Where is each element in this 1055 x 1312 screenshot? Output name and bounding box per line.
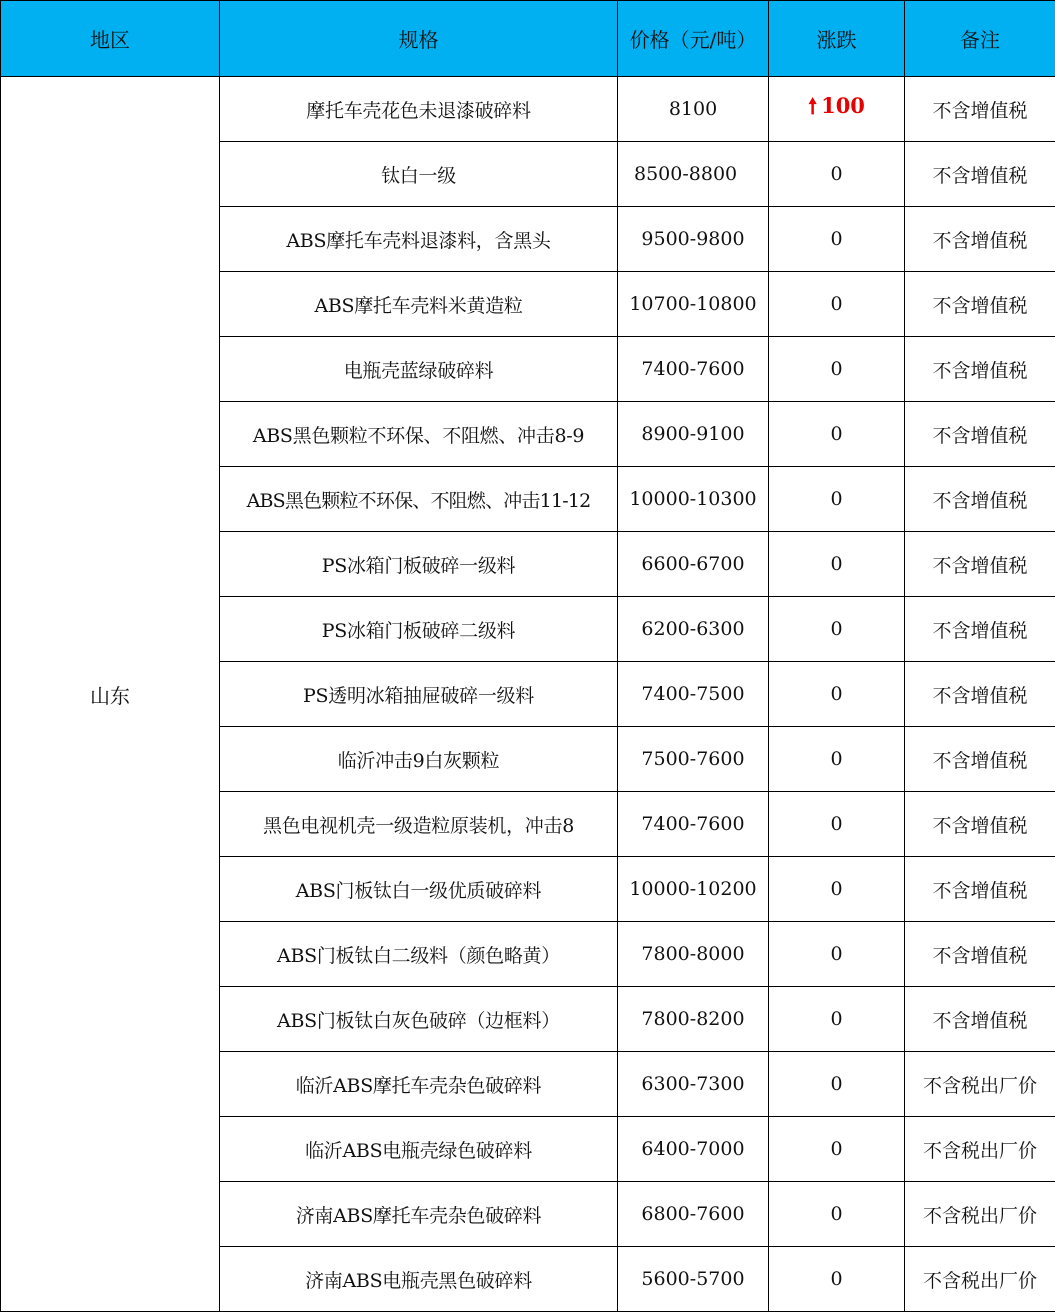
header-change: 涨跌 <box>769 1 905 77</box>
price-cell: 7400-7600 <box>618 337 769 402</box>
note-cell: 不含增值税 <box>905 207 1055 272</box>
note-cell: 不含增值税 <box>905 662 1055 727</box>
note-cell: 不含增值税 <box>905 597 1055 662</box>
change-cell: 0 <box>769 922 905 987</box>
change-cell: 0 <box>769 1247 905 1312</box>
spec-cell: 临沂冲击9白灰颗粒 <box>220 727 618 792</box>
change-cell: 0 <box>769 337 905 402</box>
change-cell: 0 <box>769 402 905 467</box>
header-spec: 规格 <box>220 1 618 77</box>
change-cell: 0 <box>769 857 905 922</box>
price-cell: 7800-8200 <box>618 987 769 1052</box>
note-cell: 不含增值税 <box>905 532 1055 597</box>
note-cell: 不含税出厂价 <box>905 1052 1055 1117</box>
price-cell: 7800-8000 <box>618 922 769 987</box>
price-cell: 5600-5700 <box>618 1247 769 1312</box>
change-cell: 0 <box>769 727 905 792</box>
spec-cell: 临沂ABS电瓶壳绿色破碎料 <box>220 1117 618 1182</box>
note-cell: 不含增值税 <box>905 792 1055 857</box>
note-cell: 不含增值税 <box>905 467 1055 532</box>
spec-cell: ABS门板钛白一级优质破碎料 <box>220 857 618 922</box>
price-cell: 10700-10800 <box>618 272 769 337</box>
table-row <box>1 77 1055 142</box>
change-cell: 0 <box>769 142 905 207</box>
note-cell: 不含增值税 <box>905 77 1055 142</box>
price-cell: 10000-10300 <box>618 467 769 532</box>
change-cell: 0 <box>769 207 905 272</box>
price-cell: 6800-7600 <box>618 1182 769 1247</box>
note-cell: 不含增值税 <box>905 727 1055 792</box>
price-cell: 9500-9800 <box>618 207 769 272</box>
change-cell: 0 <box>769 792 905 857</box>
change-cell: 0 <box>769 1182 905 1247</box>
price-cell: 6300-7300 <box>618 1052 769 1117</box>
price-cell: 8500-8800 <box>618 142 769 207</box>
spec-cell: ABS门板钛白灰色破碎（边框料） <box>220 987 618 1052</box>
note-cell: 不含增值税 <box>905 987 1055 1052</box>
spec-cell: PS冰箱门板破碎二级料 <box>220 597 618 662</box>
price-cell: 7400-7500 <box>618 662 769 727</box>
spec-cell: 临沂ABS摩托车壳杂色破碎料 <box>220 1052 618 1117</box>
price-cell: 6200-6300 <box>618 597 769 662</box>
spec-cell: 济南ABS电瓶壳黑色破碎料 <box>220 1247 618 1312</box>
note-cell: 不含税出厂价 <box>905 1182 1055 1247</box>
region-cell: 山东 <box>1 77 220 1312</box>
spec-cell: ABS黑色颗粒不环保、不阻燃、冲击8-9 <box>220 402 618 467</box>
spec-cell: 摩托车壳花色未退漆破碎料 <box>220 77 618 142</box>
header-note: 备注 <box>905 1 1055 77</box>
spec-cell: 钛白一级 <box>220 142 618 207</box>
spec-cell: ABS黑色颗粒不环保、不阻燃、冲击11-12 <box>220 467 618 532</box>
note-cell: 不含增值税 <box>905 402 1055 467</box>
price-cell: 7400-7600 <box>618 792 769 857</box>
spec-cell: 电瓶壳蓝绿破碎料 <box>220 337 618 402</box>
change-value: 100 <box>821 92 865 118</box>
note-cell: 不含增值税 <box>905 922 1055 987</box>
note-cell: 不含税出厂价 <box>905 1247 1055 1312</box>
spec-cell: PS透明冰箱抽屉破碎一级料 <box>220 662 618 727</box>
note-cell: 不含增值税 <box>905 272 1055 337</box>
header-price: 价格（元/吨） <box>618 1 769 77</box>
price-cell: 6600-6700 <box>618 532 769 597</box>
spec-cell: ABS摩托车壳料米黄造粒 <box>220 272 618 337</box>
change-cell <box>769 77 905 142</box>
change-cell: 0 <box>769 1117 905 1182</box>
spec-cell: PS冰箱门板破碎一级料 <box>220 532 618 597</box>
note-cell: 不含增值税 <box>905 857 1055 922</box>
change-cell: 0 <box>769 1052 905 1117</box>
price-cell: 10000-10200 <box>618 857 769 922</box>
spec-cell: ABS门板钛白二级料（颜色略黄） <box>220 922 618 987</box>
price-cell: 8100 <box>618 77 769 142</box>
note-cell: 不含增值税 <box>905 142 1055 207</box>
spec-cell: ABS摩托车壳料退漆料，含黑头 <box>220 207 618 272</box>
change-cell: 0 <box>769 467 905 532</box>
arrow-up-icon: 🠕 <box>808 93 818 118</box>
price-cell: 7500-7600 <box>618 727 769 792</box>
spec-cell: 济南ABS摩托车壳杂色破碎料 <box>220 1182 618 1247</box>
header-region: 地区 <box>1 1 220 77</box>
price-cell: 8900-9100 <box>618 402 769 467</box>
change-cell: 0 <box>769 662 905 727</box>
change-cell: 0 <box>769 532 905 597</box>
change-cell: 0 <box>769 597 905 662</box>
change-cell: 0 <box>769 987 905 1052</box>
price-cell: 6400-7000 <box>618 1117 769 1182</box>
note-cell: 不含增值税 <box>905 337 1055 402</box>
spec-cell: 黑色电视机壳一级造粒原装机，冲击8 <box>220 792 618 857</box>
change-cell: 0 <box>769 272 905 337</box>
header-row <box>1 1 1055 77</box>
note-cell: 不含税出厂价 <box>905 1117 1055 1182</box>
